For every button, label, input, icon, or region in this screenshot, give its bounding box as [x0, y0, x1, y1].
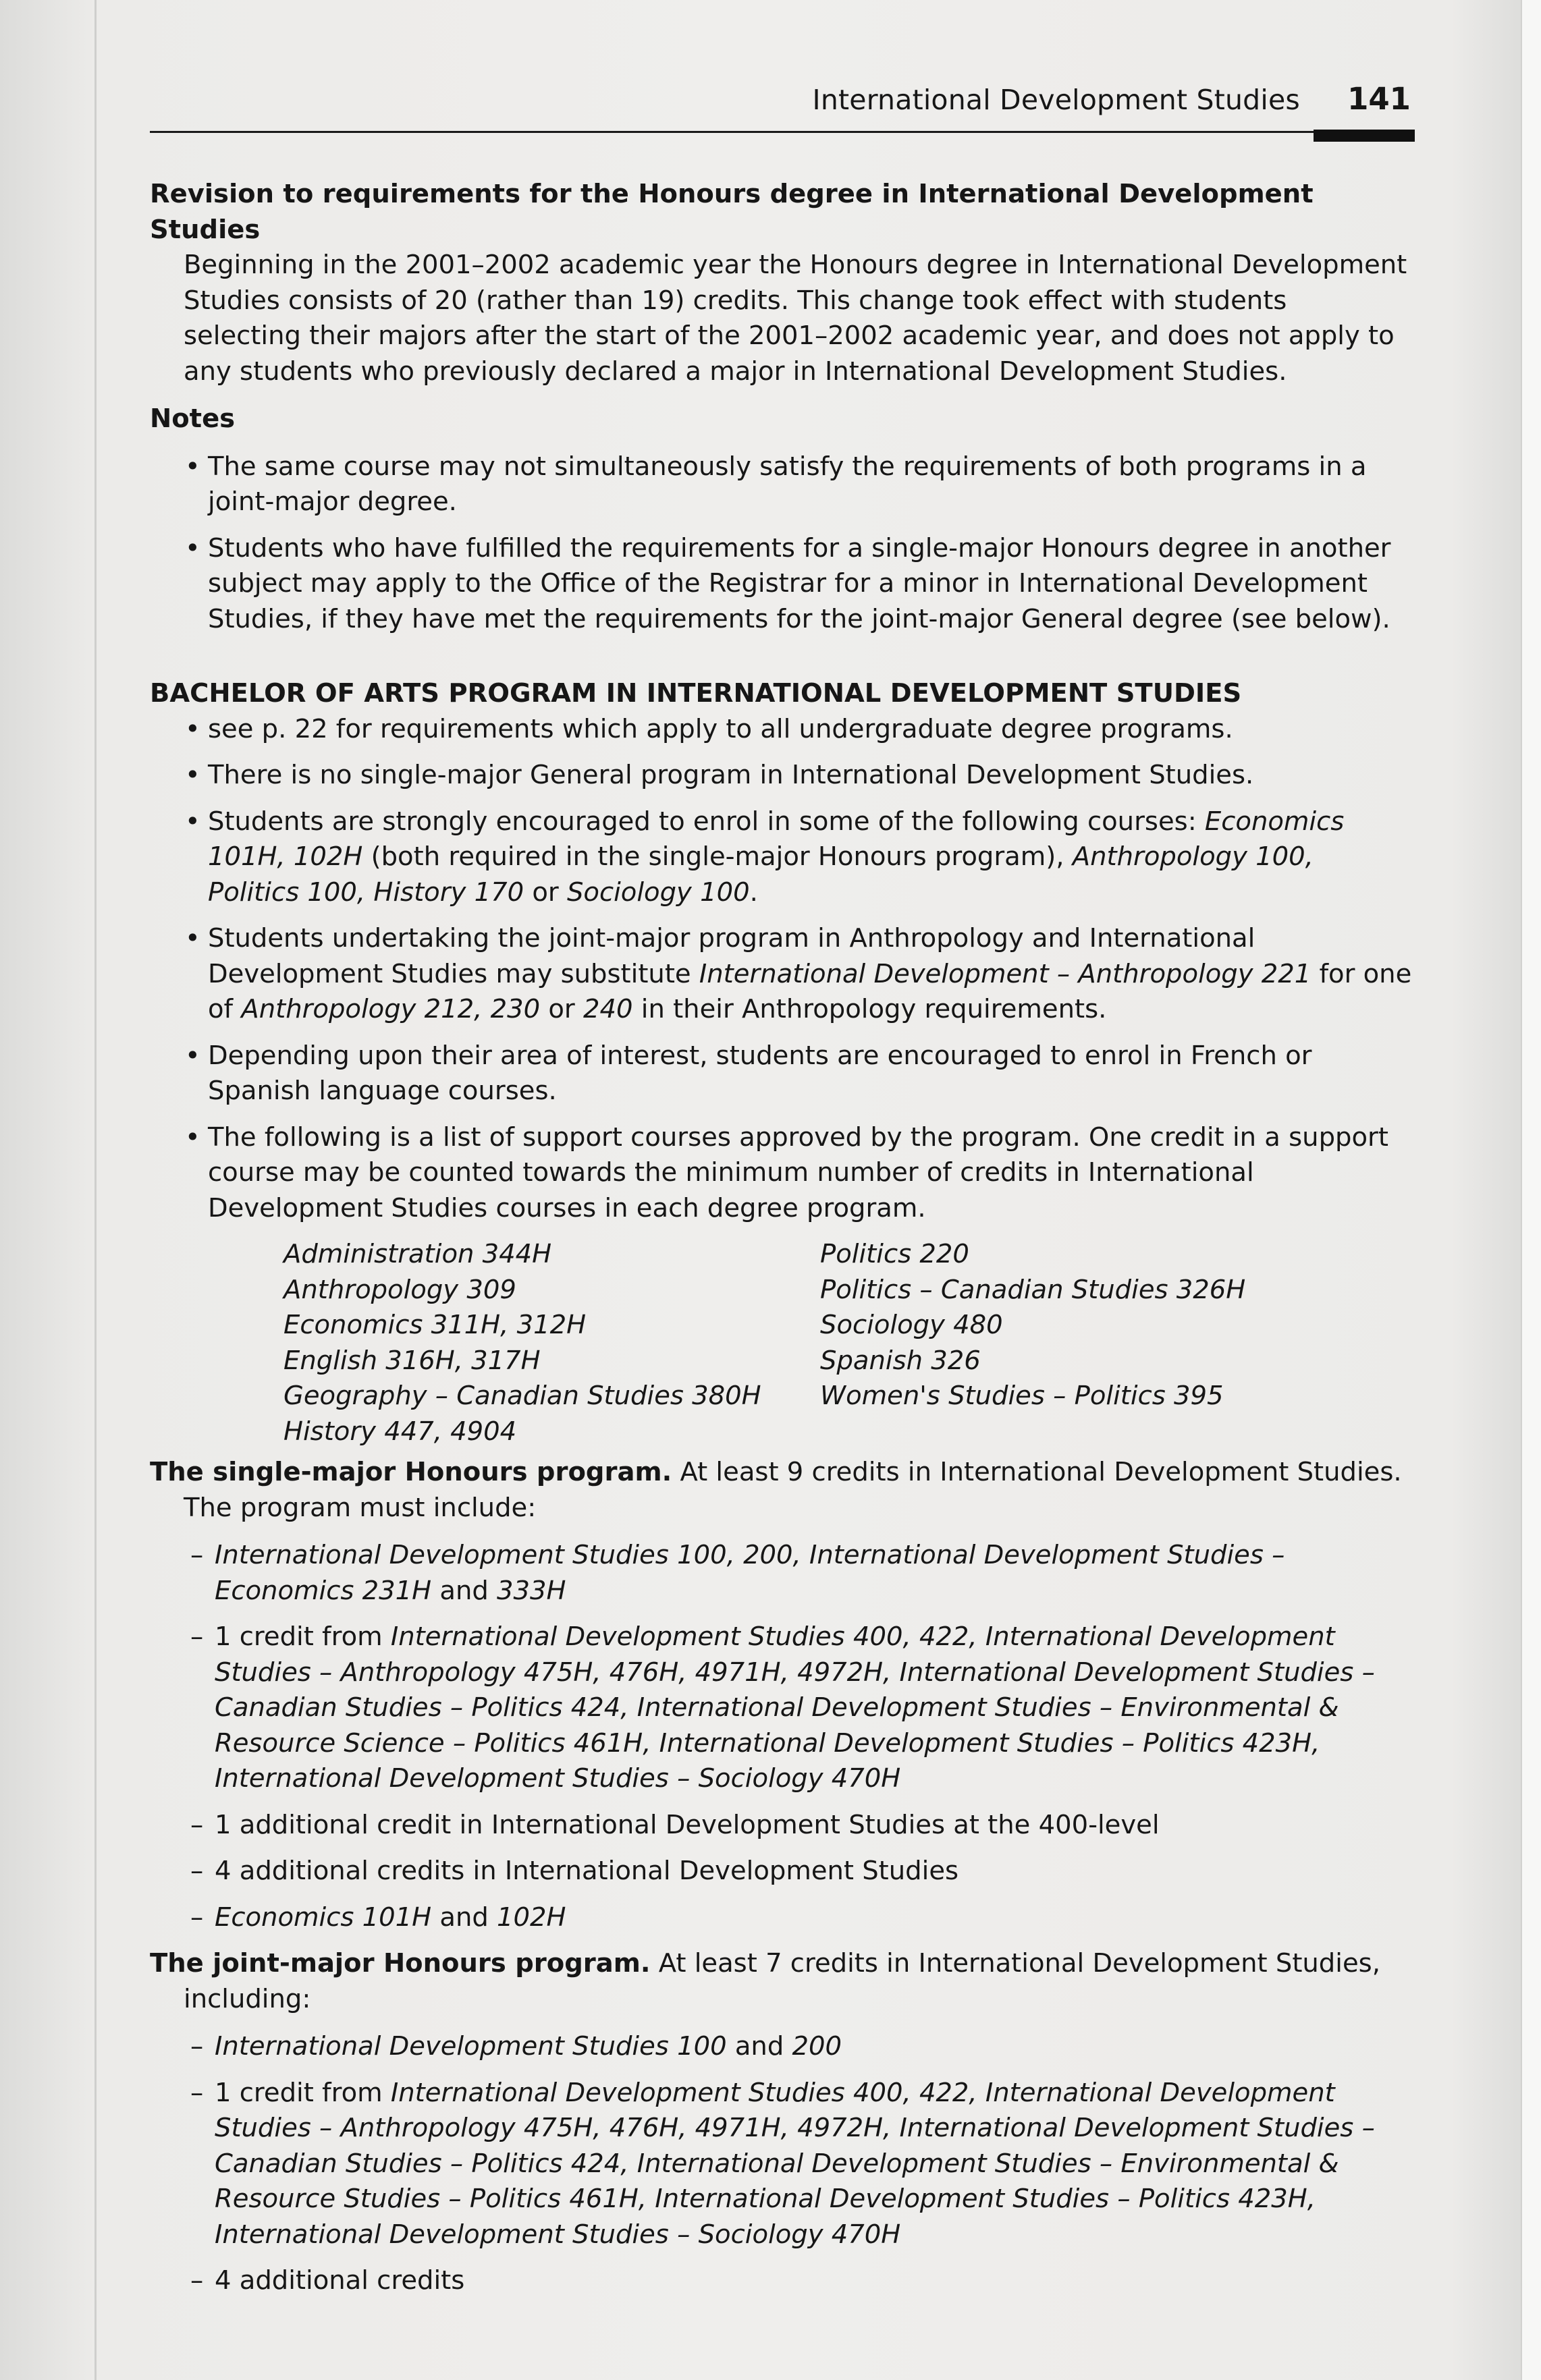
- revision-body: Beginning in the 2001–2002 academic year the Honours degree in International Development Studies consists of 20 (rather than 19) credits. This change took effect with students selecting their majors after the start of the 2001–2002 academic year, and does not apply to any students who previously declared a major in International Development Studies.: [184, 250, 1407, 387]
- joint-major-section: [150, 1946, 1412, 2299]
- list-item: • Students who have fulfilled the requirements for a single-major Honours degree in another subject may apply to the Office of the Registrar for a minor in International Development Studies, if they have met the requirements for the joint-major General degree (see below).: [185, 532, 1391, 634]
- list-item: – International Development Studies 100 and 200: [190, 2031, 842, 2061]
- support-course: Politics 220: [820, 1239, 969, 1269]
- ba-heading: BACHELOR OF ARTS PROGRAM IN INTERNATIONAL DEVELOPMENT STUDIES: [150, 678, 1242, 709]
- list-item: • The following is a list of support courses approved by the program. One credit in a support course may be counted towards the minimum number of credits in International Development Studies courses in each degree program.: [185, 1122, 1388, 1223]
- list-item: – 4 additional credits in International Development Studies: [190, 1856, 959, 1886]
- list-item: • Students are strongly encouraged to enrol in some of the following courses: Economics 101H, 102H (both required in the single-major Honours program), Anthropology 100, Politics 100, History 170 or Sociology 100.: [185, 806, 1345, 908]
- ba-list: [150, 712, 1412, 1227]
- support-course: History 447, 4904: [283, 1416, 517, 1447]
- header-rule: [150, 131, 1415, 133]
- list-item: – Economics 101H and 102H: [190, 1902, 566, 1933]
- support-course: Women's Studies – Politics 395: [820, 1381, 1224, 1411]
- support-course: English 316H, 317H: [283, 1345, 541, 1376]
- joint-major-intro: The joint-major Honours program. At least 7 credits in International Development Studies, including:: [150, 1948, 1380, 2014]
- single-major-section: [150, 1455, 1412, 1935]
- single-major-requirements: [150, 1538, 1412, 1935]
- list-item: • see p. 22 for requirements which apply to all undergraduate degree programs.: [185, 713, 1233, 744]
- revision-heading: Revision to requirements for the Honours degree in International Development Studies: [150, 179, 1314, 245]
- support-course: Anthropology 309: [283, 1274, 516, 1305]
- single-major-intro: The single-major Honours program. At least 9 credits in International Development Studies. The program must include:: [150, 1457, 1402, 1523]
- list-item: • The same course may not simultaneously satisfy the requirements of both programs in a joint-major degree.: [185, 451, 1367, 517]
- support-courses-right: [820, 1237, 1357, 1449]
- list-item: – 1 credit from International Development Studies 400, 422, International Development Studies – Anthropology 475H, 476H, 4971H, 4972H, International Development Studies – Canadian Studies – Politics 424, International Development Studies – Environmental & Resource Science – Politics 461H, International Development Studies – Politics 423H, International Development Studies – Sociology 470H: [190, 1622, 1375, 1794]
- header-rule-tab: [1314, 130, 1415, 142]
- list-item: • Students undertaking the joint-major program in Anthropology and International Development Studies may substitute International Development – Anthropology 221 for one of Anthropology 212, 230 or 240 in their Anthropology requirements.: [185, 923, 1412, 1024]
- support-course: Politics – Canadian Studies 326H: [820, 1274, 1246, 1305]
- list-item: • Depending upon their area of interest, students are encouraged to enrol in French or Spanish language courses.: [185, 1040, 1312, 1106]
- list-item: – International Development Studies 100, 200, International Development Studies – Economics 231H and 333H: [190, 1540, 1285, 1606]
- support-courses-left: [283, 1237, 820, 1449]
- list-item: – 4 additional credits: [190, 2265, 465, 2296]
- list-item: – 1 credit from International Development Studies 400, 422, International Development Studies – Anthropology 475H, 476H, 4971H, 4972H, International Development Studies – Canadian Studies – Politics 424, International Development Studies – Environmental & Resource Studies – Politics 461H, International Development Studies – Politics 423H, International Development Studies – Sociology 470H: [190, 2077, 1375, 2250]
- notes-list: [150, 449, 1412, 638]
- list-item: • There is no single-major General program in International Development Studies.: [185, 760, 1254, 790]
- running-header: [150, 76, 1415, 136]
- running-title: International Development Studies: [812, 84, 1300, 116]
- single-major-heading: The single-major Honours program.: [150, 1457, 672, 1487]
- page-body: [150, 177, 1412, 2310]
- support-course: Economics 311H, 312H: [283, 1310, 587, 1340]
- page-edge: [1521, 0, 1541, 2380]
- joint-major-requirements: [150, 2029, 1412, 2299]
- joint-major-heading: The joint-major Honours program.: [150, 1948, 651, 1978]
- support-course: Sociology 480: [820, 1310, 1003, 1340]
- page-number: 141: [1347, 81, 1411, 117]
- notes-heading: Notes: [150, 404, 236, 434]
- support-course: Geography – Canadian Studies 380H: [283, 1381, 761, 1411]
- binding-shadow: [94, 0, 97, 2380]
- support-course: Spanish 326: [820, 1345, 981, 1376]
- support-course: Administration 344H: [283, 1239, 552, 1269]
- support-courses-table: [283, 1237, 1412, 1449]
- list-item: – 1 additional credit in International Development Studies at the 400-level: [190, 1809, 1160, 1840]
